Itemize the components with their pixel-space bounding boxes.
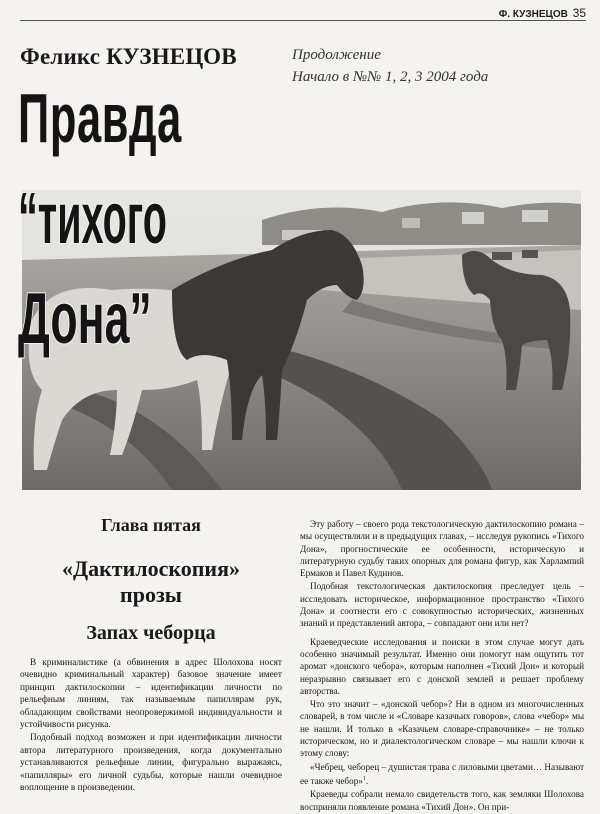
- section-title: [20, 556, 282, 608]
- section-title-line-2: прозы: [120, 582, 182, 607]
- headline-line-1: Правда: [18, 79, 182, 157]
- page-number: 35: [572, 6, 586, 20]
- running-head-author: Ф. КУЗНЕЦОВ: [498, 9, 568, 20]
- headline-line-2: “тихого: [18, 179, 167, 259]
- body-paragraph: Подобная текстологическая дактилоскопия преследует цель – исследовать историческое, информационное пространство «Тихого Дона» и соотнести его с совокупностью исторических, жизненных знаний и представлений автора, – совпадают они или нет?: [300, 581, 584, 629]
- author-name: Феликс КУЗНЕЦОВ: [20, 44, 237, 69]
- body-paragraph: В криминалистике (а обвинения в адрес Шолохова носят очевидно криминальный характер) базовое значение имеет принцип дактилоскопии – идентификации личности по рельефным линиям, так называемым папиллярам рук, обладающим свойствами неопровержимой индивидуальности и устойчивости рисунка.: [20, 658, 282, 731]
- quote-paragraph: «Чебрец, чеборец – душистая трава с лиловыми цветами… Называют ее также чебор»$^1$.: [300, 761, 584, 786]
- right-column: [300, 518, 584, 814]
- body-paragraph: Эту работу – своего рода текстологическую дактилоскопию романа – мы осуществляли и в предыдущих главах, – исследуя рукопись «Тихого Дона», прогностические ее особенности, историческую и литературную судьбу таких опорных для романа фигур, как Харлампий Ермаков и Павел Кудинов.: [300, 519, 584, 579]
- body-paragraph: Краеведы собрали немало свидетельств того, как земляки Шолохова восприняли появление романа «Тихий Дон». Он при-: [300, 789, 584, 812]
- body-paragraph: Что это значит – «донской чебор»? Ни в одном из многочисленных словарей, в том числе и «Словаре казачьих говоров», слова «чебор» мы не нашли. И только в «Казачьем словаре-справочнике» – не только историческом, но и диалектологическом словаре – мы нашли ключи к этому слову:: [300, 699, 584, 759]
- continuation-block: [292, 44, 488, 88]
- left-column: [20, 515, 282, 795]
- header-rule: [20, 20, 586, 21]
- continuation-note: Начало в №№ 1, 2, 3 2004 года: [292, 69, 489, 85]
- footnote-mark: 1: [362, 775, 366, 782]
- subsection-title: Запах чеборца: [86, 622, 216, 644]
- headline-line-3: Дона”: [18, 279, 152, 359]
- body-paragraph: Подобный подход возможен и при идентификации личности автора литературного произведения, когда документально устанавливаются рельефные линии, фигурально выражаясь, «папилляры» его личной судьбы, которые нашли очевидное воплощение в произведении.: [20, 733, 282, 794]
- section-title-line-1: «Дактилоскопия»: [61, 556, 241, 581]
- body-paragraph: Краеведческие исследования и поиски в этом случае могут дать особенно значимый результат. Именно они помогут нам ощутить тот аромат «донского чебора», которым наполнен «Тихий Дон» и который неразрывно связывает его с донской землей и решает проблему авторства.: [300, 636, 584, 696]
- continuation-label: Продолжение: [292, 47, 381, 63]
- quote-text: «Чебрец, чеборец – душистая трава с лиловыми цветами… Называют ее также чебор»: [300, 761, 584, 786]
- chapter-label: Глава пятая: [101, 515, 201, 535]
- running-head: [499, 6, 586, 20]
